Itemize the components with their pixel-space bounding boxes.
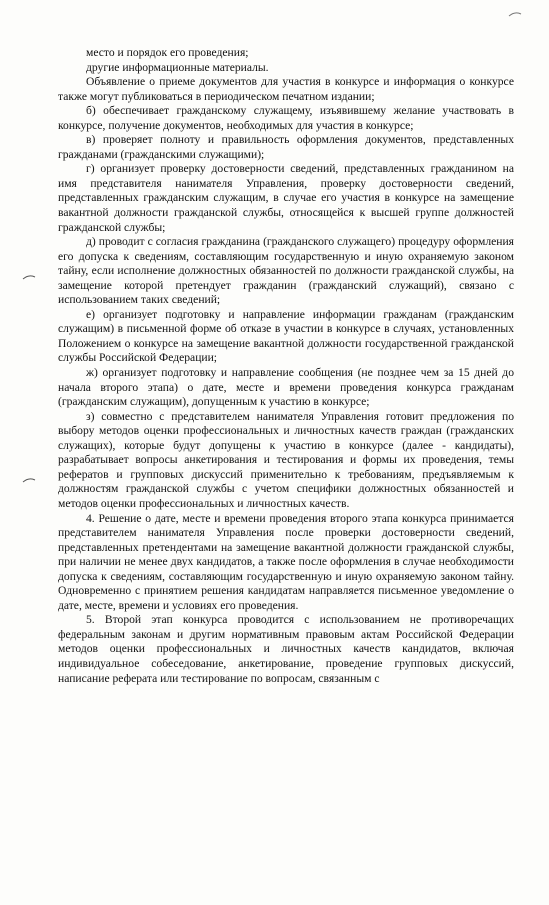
paragraph: е) организует подготовку и направление информации гражданам (гражданским служащим) в письменной форме об отказе в участии в конкурсе в случаях, установленных Положением о конкурсе на замещение вакантной должности государственной гражданской службы Российской Федерации; — [58, 307, 514, 365]
paragraph: место и порядок его проведения; — [86, 46, 249, 59]
paragraph: б) обеспечивает гражданскому служащему, изъявившему желание участвовать в конкурсе, получение документов, необходимых для участия в конкурсе; — [58, 104, 514, 132]
paragraph: 4. Решение о дате, месте и времени проведения второго этапа конкурса принимается представителем нанимателя Управления после проверки достоверности сведений, представленных претендентами на замещение вакантной должности гражданской службы, при наличии не менее двух кандидатов, а также после оформления в случае необходимости допуска к сведениям, составляющим государственную и иную охраняемую законом тайну. Одновременно с принятием решения кандидатам направляется письменное уведомление о дате, месте, времени и условиях его проведения. — [58, 511, 514, 612]
paragraph: г) организует проверку достоверности сведений, представленных гражданином на имя представителя нанимателя Управления, проверку достоверности сведений, представленных гражданским служащим, в случае его участия в конкурсе на замещение вакантной должности гражданской службы, относящейся к высшей группе должностей гражданской службы; — [58, 162, 514, 234]
hole-punch-mark-icon — [22, 273, 36, 281]
paragraph: другие информационные материалы. — [86, 60, 269, 74]
paragraph: в) проверяет полноту и правильность оформления документов, представленных гражданами (гражданскими служащими); — [58, 133, 514, 161]
hole-punch-mark-icon — [22, 476, 36, 484]
paragraph: ж) организует подготовку и направление сообщения (не позднее чем за 15 дней до начала второго этапа) о дате, месте и времени проведения конкурса гражданам (гражданским служащим), допущенным к участию в конкурсе; — [58, 366, 514, 409]
paragraph: 5. Второй этап конкурса проводится с использованием не противоречащих федеральным законам и другим нормативным правовым актам Российской Федерации методов оценки профессиональных и личностных качеств кандидатов, включая индивидуальное собеседование, анкетирование, проведение групповых дискуссий, написание реферата или тестирование по вопросам, связанным с — [58, 613, 514, 685]
paragraph: д) проводит с согласия гражданина (гражданского служащего) процедуру оформления его допуска к сведениям, составляющим государственную и иную охраняемую законом тайну, если исполнение должностных обязанностей по должности гражданской службы, на замещение которой претендует гражданин (гражданский служащий), связано с использованием таких сведений; — [58, 235, 514, 307]
scan-mark-icon — [508, 10, 522, 18]
paragraph: Объявление о приеме документов для участия в конкурсе и информация о конкурсе также могут публиковаться в периодическом печатном издании; — [58, 75, 514, 103]
document-body — [58, 46, 514, 686]
paragraph: з) совместно с представителем нанимателя Управления готовит предложения по выбору методов оценки профессиональных и личностных качеств граждан (гражданских служащих), которые будут допущены к участию в конкурсе (далее - кандидаты), разрабатывает вопросы анкетирования и тестирования и формы их проведения, темы рефератов и групповых дискуссий применительно к требованиям, предъявляемым к должностям гражданской службы с учетом специфики должностных обязанностей и методов оценки профессиональных и личностных качеств. — [58, 409, 514, 510]
